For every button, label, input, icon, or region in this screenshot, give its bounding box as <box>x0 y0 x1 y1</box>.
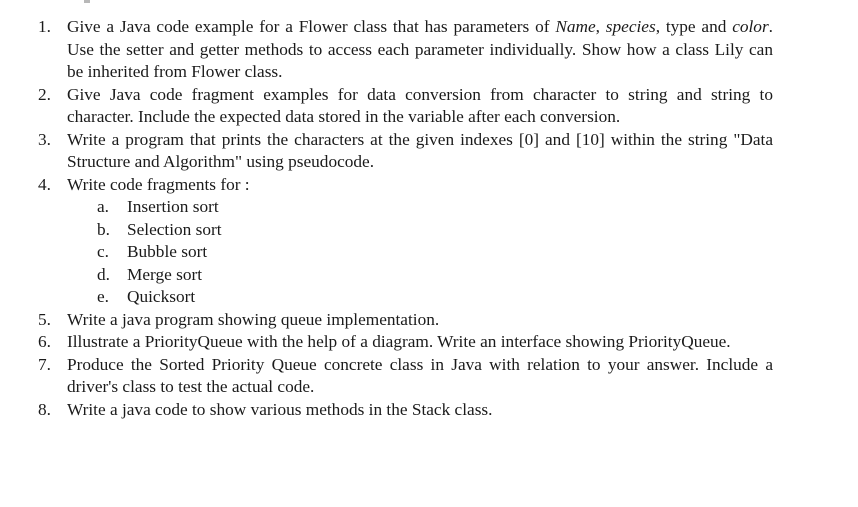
question-text: Give a Java code example for a Flower class that has parameters of Name, species, type and color. Use the setter and getter methods to access each parameter individually. Show how a class Lily can be inherited from Flower class. <box>67 17 773 81</box>
question-number: 1. <box>38 17 51 36</box>
question-list <box>0 16 858 421</box>
subitem-text: Quicksort <box>127 287 196 306</box>
subitem-text: Bubble sort <box>127 242 208 261</box>
subitem-quicksort <box>0 286 858 309</box>
question-item-4 <box>0 174 773 197</box>
question-item-7 <box>0 354 773 399</box>
sort-subitem-list <box>0 196 858 309</box>
question-text: Write a java code to show various methods in the Stack class. <box>67 399 493 419</box>
question-number: 4. <box>38 174 51 194</box>
question-number: 5. <box>38 309 51 329</box>
question-number: 7. <box>38 354 51 374</box>
question-number: 2. <box>38 84 51 104</box>
question-text: Write a program that prints the characters at the given indexes [0] and [10] within the string "Data Structure and Algorithm" using pseudocode. <box>67 129 773 171</box>
subitem-letter: e. <box>97 287 109 306</box>
subitem-letter: a. <box>97 197 109 216</box>
question-item-6 <box>0 331 773 354</box>
subitem-text: Insertion sort <box>127 197 219 216</box>
question-text: Give Java code fragment examples for data conversion from character to string and string to character. Include the expected data stored in the variable after each conversion. <box>67 84 773 126</box>
page-edge-mark <box>84 0 90 3</box>
subitem-merge-sort <box>0 264 858 287</box>
subitem-bubble-sort <box>0 241 858 264</box>
question-item-8 <box>0 399 773 422</box>
question-item-1 <box>0 16 773 84</box>
param-species: species <box>605 17 656 36</box>
question-item-3 <box>0 129 773 174</box>
question-number: 6. <box>38 332 51 351</box>
param-name: Name <box>555 17 596 36</box>
subitem-letter: b. <box>97 219 110 239</box>
param-color: color <box>732 17 769 36</box>
subitem-insertion-sort <box>0 196 858 219</box>
question-text: Illustrate a PriorityQueue with the help of a diagram. Write an interface showing PriorityQueue. <box>67 332 731 351</box>
subitem-text: Merge sort <box>127 264 203 284</box>
subitem-letter: c. <box>97 242 109 261</box>
question-item-5 <box>0 309 773 332</box>
subitem-letter: d. <box>97 264 110 284</box>
subitem-selection-sort <box>0 219 858 242</box>
question-text: Produce the Sorted Priority Queue concrete class in Java with relation to your answer. Include a driver's class to test the actual code. <box>67 354 773 396</box>
subitem-text: Selection sort <box>127 219 222 239</box>
question-number: 8. <box>38 399 51 419</box>
question-text: Write a java program showing queue implementation. <box>67 309 440 329</box>
question-number: 3. <box>38 129 51 149</box>
question-item-2 <box>0 84 773 129</box>
question-text: Write code fragments for : <box>67 174 250 194</box>
